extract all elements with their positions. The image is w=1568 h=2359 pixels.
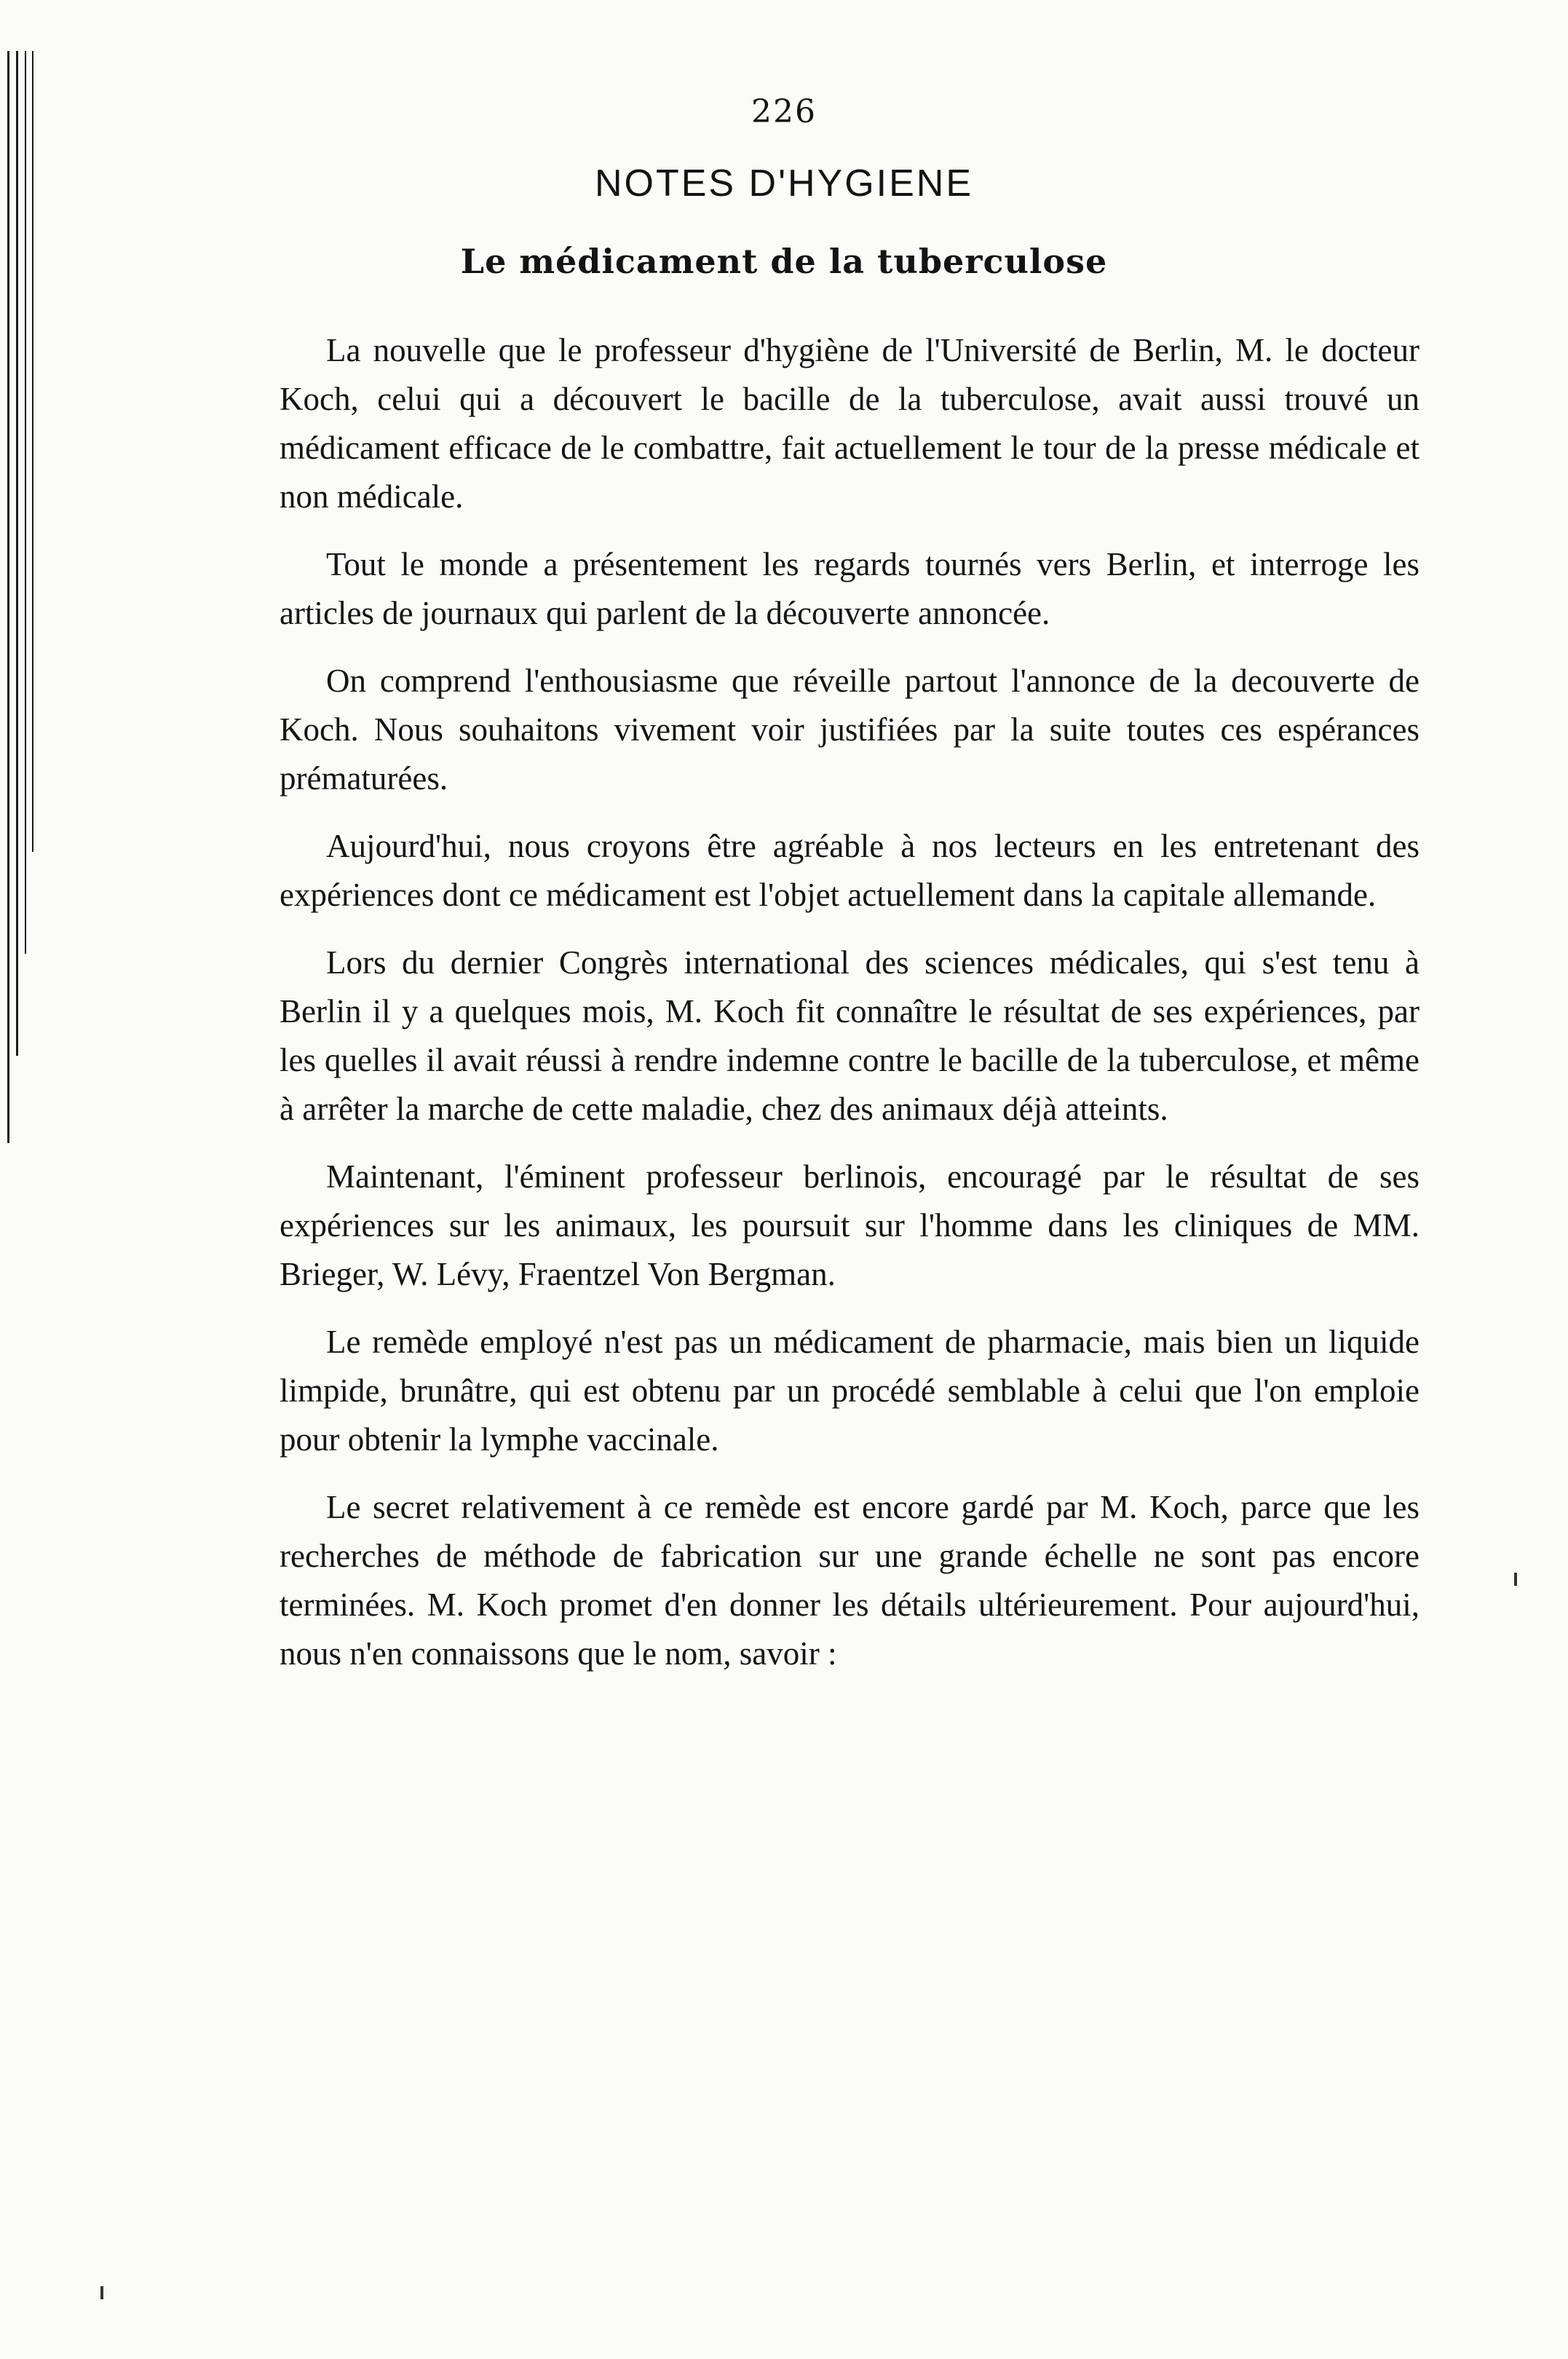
- paragraph: Maintenant, l'éminent professeur berlinois, encouragé par le résultat de ses expériences sur les animaux, les poursuit sur l'homme dans les cliniques de MM. Brieger, W. Lévy, Fraentzel Von Bergman.: [280, 1158, 1419, 1292]
- paragraph: Le secret relativement à ce remède est encore gardé par M. Koch, parce que les recherches de méthode de fabrication sur une grande échelle ne sont pas encore terminées. M. Koch promet d'en donner les détails ultérieurement. Pour aujourd'hui, nous n'en connaissons que le nom, savoir :: [280, 1489, 1419, 1672]
- paragraph: Lors du dernier Congrès international des sciences médicales, qui s'est tenu à Berlin il y a quelques mois, M. Koch fit connaître le résultat de ses expériences, par les quelles il avait réussi à rendre indemne contre le bacille de la tuberculose, et même à arrêter la marche de cette maladie, chez des animaux déjà atteints.: [280, 944, 1419, 1127]
- paragraph: On comprend l'enthousiasme que réveille partout l'annonce de la decouverte de Koch. Nous souhaitons vivement voir justifiées par la suite toutes ces espérances prématurées.: [280, 663, 1419, 797]
- stray-ink-mark: [100, 2286, 103, 2299]
- page-number: 226: [751, 93, 817, 130]
- binding-edge-lines: [7, 51, 33, 1143]
- stray-ink-mark: [1514, 1573, 1517, 1586]
- article-title: Le médicament de la tuberculose: [460, 242, 1108, 281]
- paragraph: Tout le monde a présentement les regards tournés vers Berlin, et interroge les articles de journaux qui parlent de la découverte annoncée.: [280, 546, 1419, 631]
- paragraph: Le remède employé n'est pas un médicament de pharmacie, mais bien un liquide limpide, brunâtre, qui est obtenu par un procédé semblable à celui que l'on emploie pour obtenir la lymphe vaccinale.: [280, 1324, 1419, 1458]
- paragraph: Aujourd'hui, nous croyons être agréable à nos lecteurs en les entretenant des expériences dont ce médicament est l'objet actuellement dans la capitale allemande.: [280, 828, 1419, 913]
- paragraph: La nouvelle que le professeur d'hygiène de l'Université de Berlin, M. le docteur Koch, celui qui a découvert le bacille de la tuberculose, avait aussi trouvé un médicament efficace de le combattre, fait actuellement le tour de la presse médicale et non médicale.: [280, 332, 1419, 515]
- section-title: NOTES D'HYGIENE: [594, 162, 974, 205]
- article-body: [280, 326, 1419, 1697]
